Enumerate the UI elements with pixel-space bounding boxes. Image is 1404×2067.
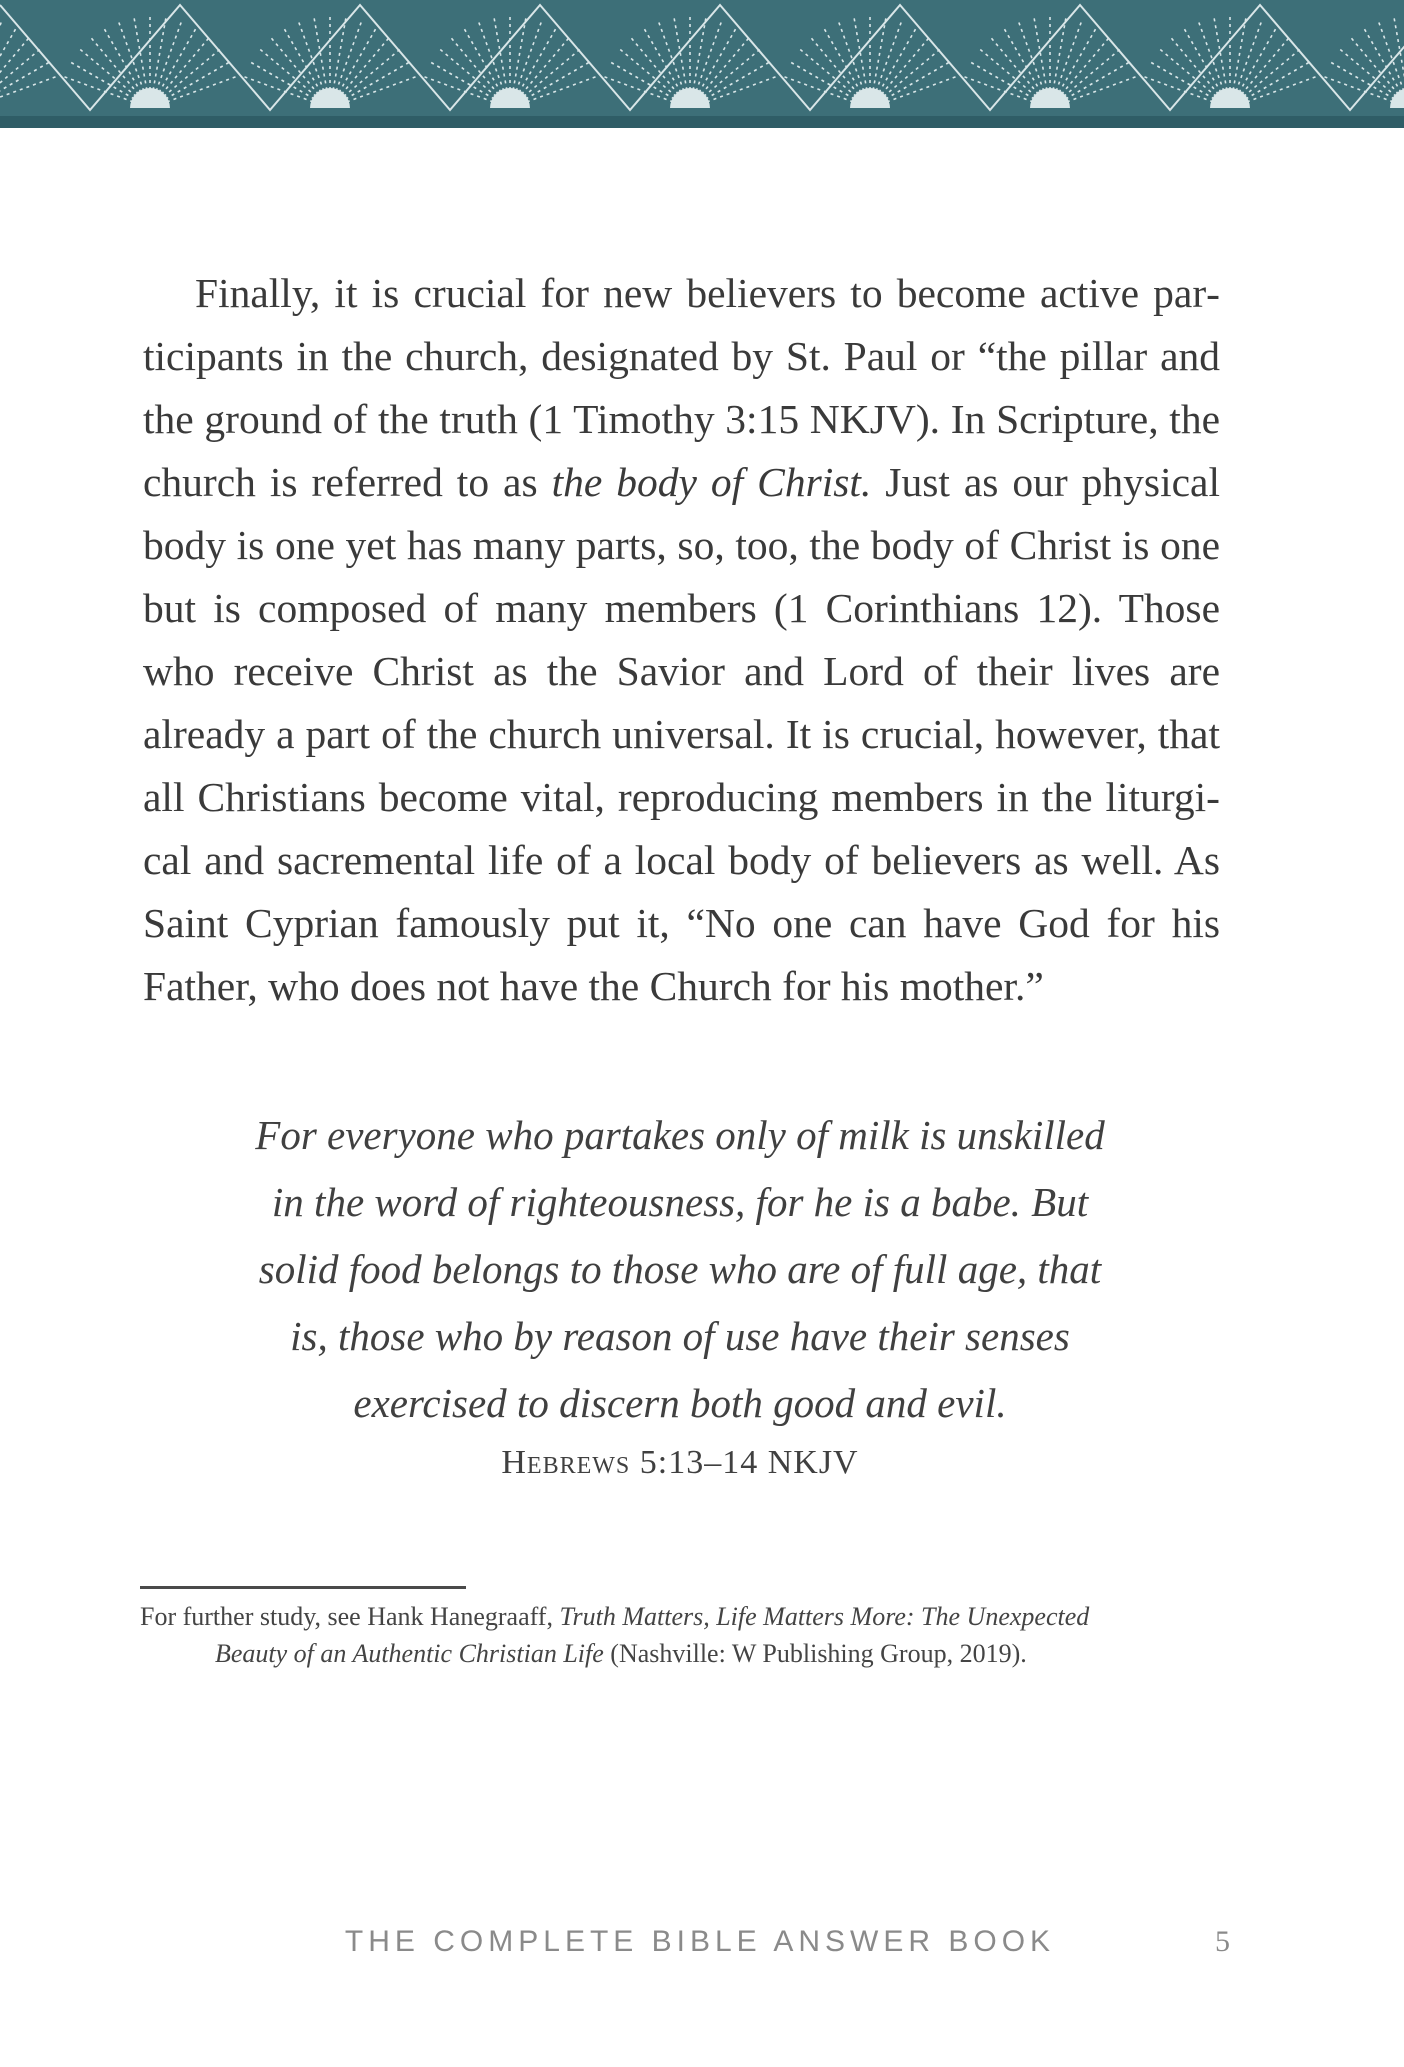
body-text-part-1: Finally, it is crucial for new believers to become active participants in the church, designated by St. Paul or “the pillar and the ground of the truth (1 Timothy 3:15 NKJV). In Scripture, the church is referred to as xyxy=(143,270,1220,505)
footnote-rule xyxy=(140,1586,466,1589)
footnote-title-part-2: Beauty of an Authentic Christian Life xyxy=(215,1639,604,1668)
footnote-tail: (Nashville: W Publishing Group, 2019). xyxy=(603,1639,1027,1668)
quote-line: solid food belongs to those who are of full age, that xyxy=(258,1246,1102,1292)
footnote-lead: For further study, see Hank Hanegraaff, xyxy=(140,1602,560,1631)
footnote xyxy=(140,1598,1230,1672)
sunburst-ornament-icon xyxy=(0,0,1404,128)
running-footer-title: THE COMPLETE BIBLE ANSWER BOOK xyxy=(344,1925,1056,1958)
page-number: 5 xyxy=(1215,1925,1230,1958)
quote-line: exercised to discern both good and evil. xyxy=(353,1380,1007,1426)
footnote-line-1 xyxy=(140,1598,1230,1635)
body-emphasis: the body of Christ. xyxy=(551,459,872,505)
body-paragraph xyxy=(143,262,1220,1018)
quote-line: is, those who by reason of use have their senses xyxy=(290,1313,1070,1359)
quote-line: For everyone who partakes only of milk is unskilled xyxy=(255,1112,1105,1158)
header-ornament-band xyxy=(0,0,1404,128)
footnote-line-2 xyxy=(140,1635,1230,1672)
body-text-part-2: Just as our physical body is one yet has many parts, so, too, the body of Christ is one but is composed of many members (1 Corinthians 12). Those who receive Christ as the Savior and Lord of their lives are already a part of the church universal. It is crucial, however, that all Christians become vital, reproducing members in the liturgical and sacremental life of a local body of believers as well. As Saint Cyprian famously put it, “No one can have God for his Father, who does not have the Church for his mother.” xyxy=(143,459,1220,1009)
quote-line: in the word of righteousness, for he is a babe. But xyxy=(271,1179,1089,1225)
scripture-quote xyxy=(220,1102,1140,1437)
quote-citation: Hebrews 5:13–14 NKJV xyxy=(501,1444,859,1481)
footnote-title-part-1: Truth Matters, Life Matters More: The Unexpected xyxy=(559,1602,1090,1631)
